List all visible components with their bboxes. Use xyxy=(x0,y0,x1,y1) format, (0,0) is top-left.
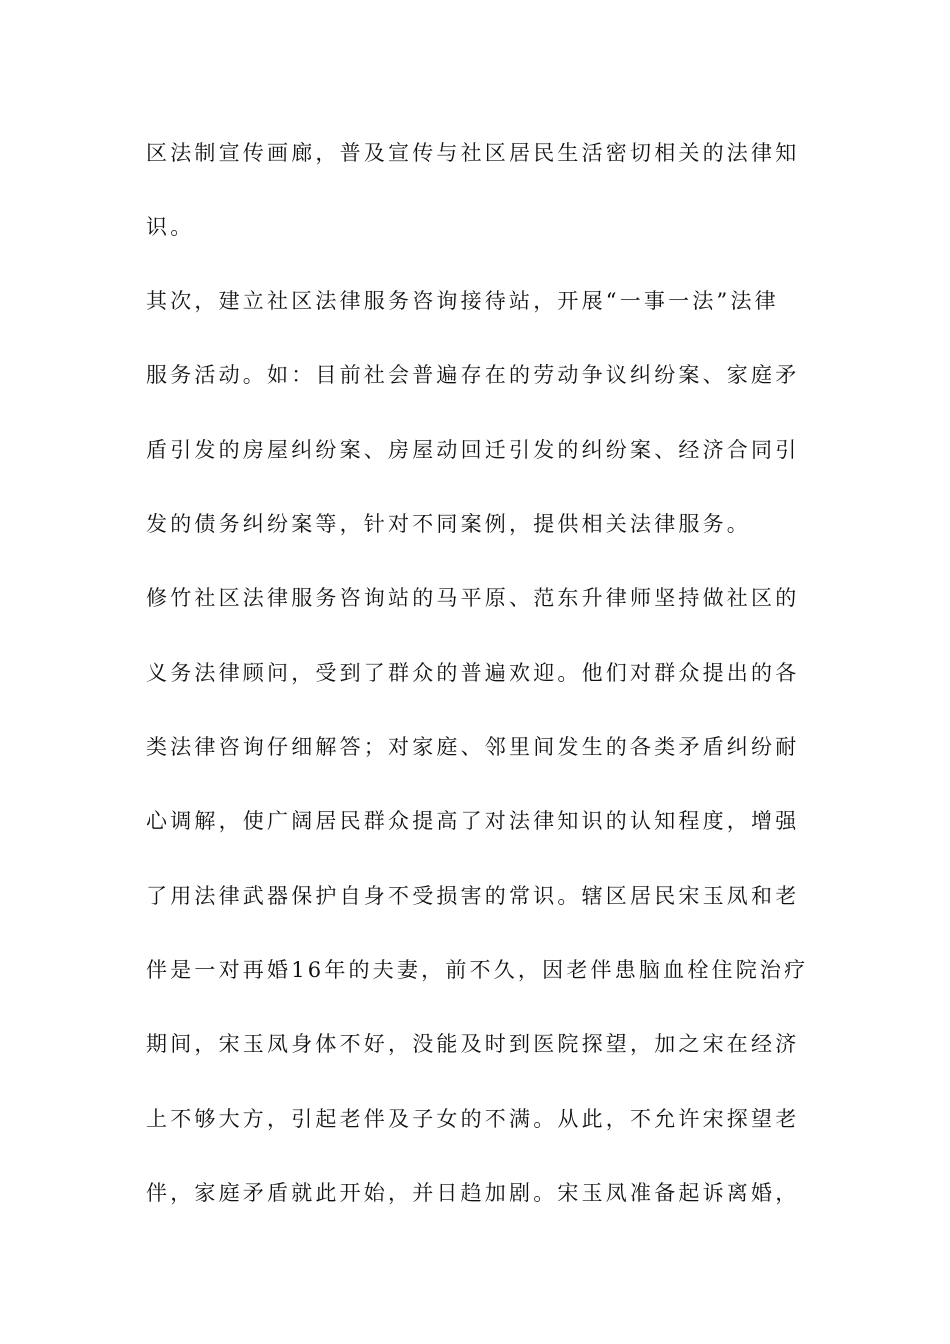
text-line: 类法律咨询仔细解答；对家庭、邻里间发生的各类矛盾纠纷耐 xyxy=(146,735,800,759)
text-line: 服务活动。如：目前社会普遍存在的劳动争议纠纷案、家庭矛 xyxy=(146,363,800,387)
text-line: 盾引发的房屋纠纷案、房屋动回迁引发的纠纷案、经济合同引 xyxy=(146,438,800,462)
text-line: 伴，家庭矛盾就此开始，并日趋加剧。宋玉凤准备起诉离婚， xyxy=(146,1181,800,1205)
text-line: 义务法律顾问，受到了群众的普遍欢迎。他们对群众提出的各 xyxy=(146,661,800,685)
text-line: 发的债务纠纷案等，针对不同案例，提供相关法律服务。 xyxy=(146,512,751,536)
text-line: 了用法律武器保护自身不受损害的常识。辖区居民宋玉凤和老 xyxy=(146,884,800,908)
text-line: 修竹社区法律服务咨询站的马平原、范东升律师坚持做社区的 xyxy=(146,586,800,610)
text-line: 区法制宣传画廊，普及宣传与社区居民生活密切相关的法律知 xyxy=(146,141,800,165)
text-line: 识。 xyxy=(146,215,195,239)
text-line: 期间，宋玉凤身体不好，没能及时到医院探望，加之宋在经济 xyxy=(146,1032,800,1056)
text-line: 上不够大方，引起老伴及子女的不满。从此，不允许宋探望老 xyxy=(146,1107,800,1131)
text-line: 伴是一对再婚16年的夫妻，前不久，因老伴患脑血栓住院治疗 xyxy=(146,958,809,982)
text-line: 其次，建立社区法律服务咨询接待站，开展“一事一法”法律 xyxy=(146,289,779,313)
text-line: 心调解，使广阔居民群众提高了对法律知识的认知程度，增强 xyxy=(146,809,800,833)
